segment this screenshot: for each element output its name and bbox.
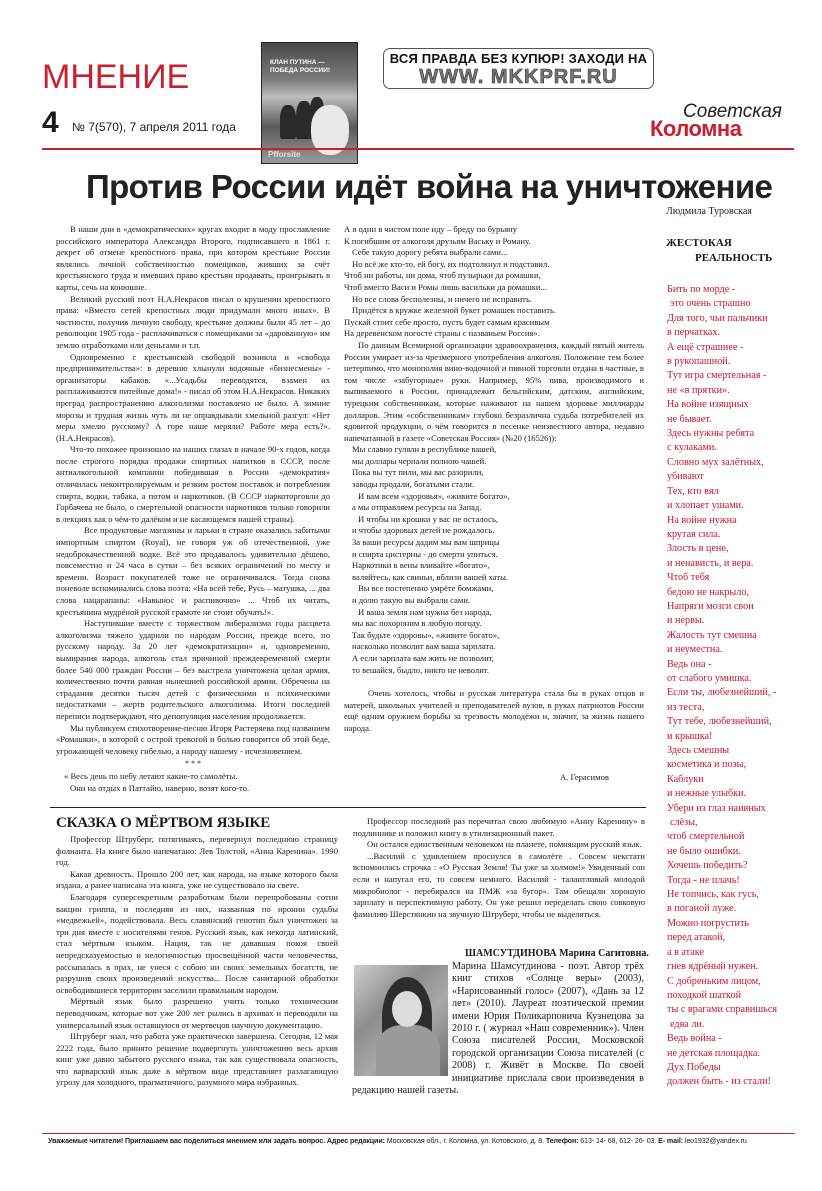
- poem-line: это очень страшно: [670, 298, 751, 310]
- promo-url[interactable]: WWW. MKKPRF.RU: [419, 66, 618, 88]
- poem-line: Бить по морде -: [667, 284, 736, 295]
- poem-line: Жалость тут смешна: [667, 629, 757, 641]
- story-paragraph: Профессор Штруберг, потягиваясь, перевернул последнюю страницу фолианта. На книге было напечатано: Лев Толстой, «Анна Каренина». 1990 год.: [56, 834, 338, 868]
- story-column-1: [56, 834, 338, 1089]
- poem-line: и нежные улыбки.: [667, 788, 747, 800]
- verse-line: Но всё же кто-то, ей богу, их подтолкнул и подставил.: [352, 258, 550, 269]
- newspaper-logo-top: Советская: [683, 101, 782, 122]
- poem-line: Здесь смешны: [667, 745, 730, 756]
- poem-body: [667, 283, 817, 1090]
- poem-line: Чтоб тебя: [667, 572, 710, 584]
- promo-tagline: ВСЯ ПРАВДА БЕЗ КУПЮР! ЗАХОДИ НА: [389, 51, 648, 66]
- article-paragraph: Что-то похожее произошло на наших глазах в начале 90-х годов, когда после строгого порядка продажи спиртных напитков в СССР, после антиалкогольной компании победившая в России «демократия» отличилась неконтролируемым и резким ростом поставок и потребления спирта, водки, табака, а потом и наркотиков. (В СССР наркоторговли до Горбачева не было, о смертельной опасности наркотиков только говорили в лекциях как о чём-то далёком и не касающемся нашей страны).: [56, 444, 330, 524]
- poem-line: Каблуки: [667, 773, 704, 785]
- poem-line: Здесь нужны ребята: [667, 428, 755, 440]
- poem-line: походкой шаткой: [667, 989, 742, 1001]
- poem-line: и крышка!: [667, 730, 713, 742]
- poem-line: не было ошибки.: [667, 845, 741, 857]
- poem-line: Ведь она -: [667, 658, 712, 670]
- poem-line: Тут игра смертельная -: [667, 370, 767, 382]
- verse-line: Себе такую дорогу ребята выбрали сами...: [352, 247, 508, 258]
- verse-line: И вам всем «здоровья», «живите богато»,: [358, 490, 510, 501]
- verse-line: Вы все постепенно умрёте бомжами,: [358, 583, 494, 594]
- cover-title: КЛАН ПУТИНА — ПОБЕДА РОССИИ!: [270, 59, 331, 74]
- poem-line: Убери из глаз наивных: [667, 802, 766, 814]
- poem-line: Ведь война -: [667, 1033, 722, 1045]
- poem-author: Людмила Туровская: [666, 206, 752, 217]
- poem-line: не бывает.: [667, 413, 712, 425]
- verse-line: К погибшим от алкоголя друзьям Ваську и Роману.: [344, 235, 531, 246]
- poem-line: Тогда - не плачь!: [667, 874, 740, 886]
- poem-line: из теста,: [667, 701, 705, 713]
- author-bio-text: Марина Шамсутдинова - поэт. Автор трёх книг стихов «Солнце веры» (2003), «Нарисованный голос» (2007), «Дань за 12 лет» (2010). Лауреат поэтической премии имени Юрия Поликарповича Кузнецова за 2010 г. ( журнал «Наш современник»). Член Союза писателей России, Московской городской организации Союза писателей (с 2008) г. Живёт в Москве. По своей инициативе прислала свои произведения в редакцию нашей газеты.: [352, 961, 644, 1097]
- poem-line: убивают: [667, 471, 704, 483]
- poem-line: с кулаками.: [667, 442, 717, 454]
- poem-title-line: ЖЕСТОКАЯ: [666, 237, 732, 249]
- footer-phone: 613- 14- 68, 612- 26- 03.: [580, 1137, 657, 1145]
- story-title: СКАЗКА О МЁРТВОМ ЯЗЫКЕ: [56, 815, 271, 831]
- verse-line: Они на отдых в Паттайю, наверно, возят кого-то.: [70, 782, 250, 793]
- article-paragraph: Мы публикуем стихотворение-песню Игоря Растеряева под названием «Ромашки», в которой с острой тревогой и болью говорится об этой беде, угрожающей человеку гибелью, а народу нашему - исчезновением.: [56, 722, 330, 756]
- article-column-1: [56, 224, 330, 794]
- verse-line: то вешайся, быдло, никто не неволит.: [352, 664, 490, 675]
- magazine-cover-image: [261, 42, 358, 164]
- poem-line: бедою не накрыло,: [667, 586, 749, 598]
- poem-line: Хочешь победить?: [667, 860, 748, 872]
- poem-line: Не топчись, как гусь,: [667, 889, 759, 901]
- verse-line: заводы продали, богатыми стали.: [352, 479, 475, 490]
- poem-line: Можно погрустить: [667, 917, 750, 929]
- verse-line: насколько позволит вам ваша зарплата.: [352, 641, 496, 652]
- article-paragraph: Наступившие вместе с торжеством либерализма годы расцвета алкоголизма тяжело ударили по народам России, прежде всего, по русскому народу. За 20 лет «демократизации» и, одновременно, вымирания народа, алкоголь стал причиной преждевременной смерти более 540 000 граждан России – без выстрела уничтожена целая армия, количественно почти равная нынешней российской армии. Обречены на страдания десятки тысяч детей с физическими и психическими недостатками – жертв родительского алкоголизма. Итоги последней переписи подтверждают, что депопуляция населения продолжается.: [56, 618, 330, 721]
- poem-line: и хлопает ушами.: [667, 500, 744, 512]
- verse-line: и чтобы здоровых детей не рождалось.: [352, 525, 495, 536]
- poem-line: косметика и позы,: [667, 759, 746, 771]
- footer-email-link[interactable]: leo1932@yandex.ru: [684, 1137, 747, 1145]
- page-number: 4: [42, 106, 59, 139]
- header-divider: [42, 148, 794, 150]
- article-headline: Против России идёт война на уничтожение: [86, 168, 773, 205]
- article-signature: А. Герасимов: [560, 772, 609, 782]
- photo-face: [392, 991, 422, 1027]
- verse-line: и долю такую вы выбрали сами.: [352, 595, 471, 605]
- spacer: [344, 676, 644, 688]
- verse-line: На деревенском погосте страны с названьем Россия».: [344, 328, 540, 339]
- poem-line: должен быть - из стали!: [667, 1076, 771, 1088]
- verse-line: Чтоб ни работы, ни дома, чтоб пузырьки да ромашки,: [344, 270, 541, 281]
- poem-line: не детская площадка.: [667, 1047, 760, 1059]
- poem-line: а в атаке: [667, 946, 704, 958]
- article-paragraph: По данным Всемирной организации здравоохранения, каждый пятый житель России умирает из-за чрезмерного употребления алкоголя. Положение тем более нетерпимо, что монополия вино-водочной и пивной торговли отдана в частные, в том числе «забугорные» руки. Например, 95% пива, производимого и выпиваемого в России, принадлежит бельгийским, датским, английским, турецким собственникам, которые наживают на нашем здоровье миллиарды долларов. Этим «собственникам» глубоко безразлична судьба потребителей их ядовитой продукции, о чём говорится в песенке неизвестного автора, недавно напечатанной в газете «Советская Россия» (№20 (16526)):: [344, 339, 644, 443]
- footer-contact: [48, 1137, 808, 1145]
- poem-title: [666, 236, 772, 266]
- stars-separator: * * *: [185, 759, 201, 769]
- verse-line: Наркотики в вены вливайте «богато»,: [352, 560, 490, 571]
- newspaper-logo-bottom: Коломна: [650, 116, 742, 141]
- article-column-2: [344, 224, 644, 735]
- poem-line: в поганой луже.: [667, 903, 737, 915]
- poem-line: чтоб смертельной: [667, 831, 745, 843]
- verse-line: Мы славно гуляли в республике вашей,: [352, 444, 497, 455]
- cover-brand: Pfforsite: [268, 150, 301, 159]
- footer-address-label: Адрес редакции:: [326, 1137, 385, 1145]
- footer-divider: [42, 1133, 795, 1134]
- article-paragraph: Все продуктовые магазины и ларьки в стране оказались забитыми импортным спиртом (Royal), не говоря уж об отечественной, уже недоброкачественной водке. Всё это продавалось удивительно дёшево, повсеместно и 24 часа в сутки – без всяких ограничений по месту и времени. Возраст покупателей тоже не ограничивался. Тогда снова поневоле вспоминались слова поэта: «На всей тебе, Русь – матушка, ... два слова нацарапаны: «Навынос и распивочно» ... Чтоб их читать, крестьянина мудрёной русской грамоте не стоит обучать!».: [56, 525, 330, 617]
- article-paragraph: Одновременно с крестьянской свободой возникла и «свобода предпринимательства»: в деревню хлынули водочные «бизнесмены» - организаторы кабаков. «...Усадьбы переводятся, взамен их расплаживаются питейные дома!» - писал об этом Н.А.Некрасов. Никаких преград распространению алкоголизма поставлено не было. А зимние морозы и трудная жизнь чуть ли не оправдывали хмельной разгул: «Нет меры хмелю русскому? А горе наше меряли? Работе мера есть?». (Н.А.Некрасов).: [56, 351, 330, 443]
- poem-line: Дух Победы: [667, 1061, 721, 1073]
- story-paragraph: Штруберг знал, что работа уже практически завершена. Сегодня, 12 мая 2222 года, было принято решение подвергнуть уничтожению весь архив книг уже давно забытого русского языка, так как существовала опасность, что варварский язык даже в мёртвом виде представляет разлагающую угрозу для холодного, прагматичного, разумного мира избранных.: [56, 1031, 338, 1088]
- article-paragraph: Очень хотелось, чтобы и русская литература стала бы в руках отцов и матерей, школьных учителей и преподавателей вузов, в руках патриотов России ещё одним оружием борьбы за трезвость молодёжи и, значит, за жизнь нашего народа.: [344, 688, 644, 733]
- poem-line: Тех, кто вял: [667, 485, 719, 497]
- verse-line: « Весь день по небу летают какие-то самолёты.: [64, 770, 238, 781]
- poem-line: На войне изящных: [667, 399, 749, 411]
- poem-line: Если ты, любезнейший, -: [667, 687, 777, 699]
- verse-line: Пока вы тут пили, мы вас разорили,: [352, 467, 484, 478]
- photo-body: [376, 1025, 440, 1076]
- poem-line: Злость в цене,: [667, 543, 729, 555]
- author-bio-name: ШАМСУТДИНОВА Марина Сагитовна.: [465, 948, 649, 959]
- issue-date: № 7(570), 7 апреля 2011 года: [72, 120, 236, 134]
- verse-line: А я один в чистом поле иду – бреду по бурьяну: [344, 224, 518, 234]
- poem-line: и ненависть, и вера.: [667, 557, 754, 569]
- article-paragraph: В наши дни в «демократических» кругах входит в моду прославление российского императора Александра Второго, подписавшего в 1861 г. декрет об отмене крепостного права, при котором крестьяне России являлись личной собственностью помещиков, живших за счёт крестьянского труда и имевших право крестьян продавать, проигрывать в карты, сечь на конюшне.: [56, 224, 330, 292]
- poem-line: Тут тебе, любезнейший,: [667, 716, 772, 728]
- verse-line: мы доллары черпали полною чашей.: [352, 455, 487, 466]
- poem-line: и нервы.: [667, 615, 705, 627]
- author-photo: [354, 965, 448, 1076]
- story-paragraph: Мёртвый язык было разрешено учить только техническим переводчикам, которые вот уже 200 лет рылись в архивах и переводили на универсальный язык оставшуюся от мертвецов научную документацию.: [56, 996, 338, 1030]
- poem-line: и неуместна.: [667, 644, 723, 656]
- poem-line: в перчатках.: [667, 327, 720, 339]
- poem-line: перед атакой,: [667, 932, 726, 944]
- poem-line: Словно мух залётных,: [667, 456, 764, 468]
- story-paragraph: Благодаря суперсекретным разработкам были перепробованы сотни вакцин гриппа, и последняя из них, названная по иронии судьбы «медвежьей», подействовала. Весь славянский генотип был уничтожен за три дня вместе с носителями генов. Русский язык, как некогда латинский, стал мёртвым языком. Нация, так не дававшая покоя своей непредсказуемостью и нелогичностью просвещённой части человечества, рассыпалась в прах, не унеся с собою ни своих земельных богатств, не разрушив своих произведений искусства... После санитарной обработки освободившиеся территории заселили правильным народом.: [56, 891, 338, 995]
- poem-line: не «в прятки».: [667, 384, 730, 396]
- verse-line: И чтобы ни крошки у вас не осталось,: [358, 513, 499, 524]
- verse-line: мы вас похороним в любую погоду.: [352, 618, 482, 629]
- poem-line: Напряги мозги свои: [667, 600, 754, 612]
- story-paragraph: Какая древность. Прошло 200 лет, как народа, на языке которого была издана, а ранее написана эта книга, уже не существовало на свете.: [56, 868, 338, 891]
- verse-line: а мы отправляем ресурсы на Запад.: [352, 502, 482, 513]
- story-paragraph: Он остался единственным человеком на планете, помнящим русский язык.: [367, 839, 642, 850]
- verse-line: Но все слова бесполезны, и ничего не исправить.: [352, 293, 533, 304]
- story-paragraph: ...Василий с удивлением проснулся в самолёте . Совсем некстати вспомнилась строчка : «О Русская Земля! Ты уже за холмом!» Увиденный сон если и напугал его, то совсем немного. Василий - талантливый молодой микробиолог - перебирался на ПМЖ «за бугор». Там обещали хорошую зарплату и перспективную работу. Он уже решил переделать свою совковую фамилию Шерстянкин на звучную Штруберг, чтобы не выделяться.: [353, 850, 645, 919]
- song-verse-2: [344, 444, 644, 676]
- poem-line: А ещё страшнее -: [667, 341, 744, 353]
- poem-line: едва ли.: [670, 1018, 705, 1030]
- poem-line: гнев ядрёный нужен.: [667, 961, 759, 973]
- poem-line: в рукопашной.: [667, 356, 731, 368]
- footer-phone-label: Телефон:: [545, 1137, 579, 1145]
- poem-line: слёзы,: [670, 817, 698, 829]
- story-paragraph: Профессор последний раз перечитал свою любимую «Анну Каренину» в подлиннике и положил книгу в утилизационный пакет.: [353, 816, 645, 838]
- song-verse-start: [56, 771, 330, 794]
- section-divider: [50, 807, 646, 808]
- story-column-2: [353, 816, 645, 920]
- poem-line: ты с врагами справишься: [667, 1004, 778, 1016]
- footer-lead: Уважаемые читатели! Приглашаем вас поделиться мнением или задать вопрос.: [48, 1137, 326, 1145]
- verse-line: И ваша земля нам нужна без народа,: [358, 606, 492, 617]
- poem-line: крутая сила.: [667, 528, 721, 540]
- verse-line: Чтоб вместо Васи и Ромы лишь васильки да ромашки...: [344, 281, 547, 292]
- verse-line: А если зарплата вам жить не позволит,: [352, 652, 494, 663]
- poem-line: Для того, чьи пальчики: [667, 312, 768, 324]
- footer-email-label: E- mail:: [658, 1137, 683, 1145]
- verse-line: валяйтесь, как свиньи, вблизи вашей хаты.: [352, 571, 509, 582]
- footer-address: Московская обл., г. Коломна, ул. Котовского, д. 8.: [386, 1137, 544, 1145]
- verse-line: Так будьте «здоровы», «живите богато»,: [352, 629, 500, 640]
- article-paragraph: Великий русский поэт Н.А.Некрасов писал о крушении крепостного права: «Вместо сетей крепостных люди придумали много иных». В частности, получив личную свободу, крестьяне должны были 45 лет – до революции 1905 года - расплачиваться с помещиками за «дарованную» им землю отработками или деньгами и т.п.: [56, 293, 330, 350]
- poem-line: С добреньким лицом,: [667, 975, 761, 987]
- website-promo-banner[interactable]: [383, 48, 654, 89]
- song-verse: [344, 224, 644, 340]
- verse-line: Пускай стоит себе просто, пусть будет самым красивым: [344, 316, 550, 327]
- section-rubric: МНЕНИЕ: [42, 58, 190, 96]
- poem-line: от слабого умишка.: [667, 672, 752, 684]
- poem-line: На войне нужна: [667, 514, 737, 526]
- verse-line: Придётся в кружке железной букет ромашек поставить.: [352, 305, 557, 316]
- poem-title-line: РЕАЛЬНОСТЬ: [695, 252, 773, 264]
- verse-line: и спирта цистерны - до смерти упиться.: [352, 548, 498, 559]
- cover-figure: [280, 105, 296, 139]
- verse-line: За ваши ресурсы дадим мы вам шприцы: [352, 537, 500, 548]
